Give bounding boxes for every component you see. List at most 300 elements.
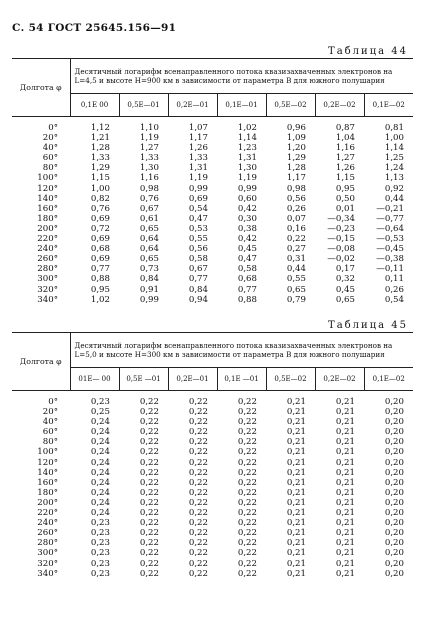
value-cell: 0,21 <box>286 417 306 428</box>
value-cell: 0,77 <box>237 284 257 295</box>
value-cell: 0,21 <box>286 528 306 539</box>
table-row <box>12 468 413 478</box>
value-cell: 0,22 <box>139 568 159 579</box>
table-row <box>12 285 413 295</box>
value-cell: 0,22 <box>237 538 257 549</box>
table-row <box>12 234 413 244</box>
value-cell: 0,69 <box>188 193 208 204</box>
value-cell: 0,79 <box>286 294 306 305</box>
value-cell: 0,22 <box>139 538 159 549</box>
longitude-cell: 0° <box>48 123 58 133</box>
column-header: 0,2E—02 <box>315 368 364 391</box>
longitude-cell: 40° <box>42 417 58 428</box>
value-cell: 0,22 <box>139 497 159 508</box>
value-cell: 0,22 <box>139 447 159 458</box>
table-row <box>12 518 413 528</box>
value-cell: 0,22 <box>237 417 257 428</box>
longitude-cell: 20° <box>42 133 58 144</box>
value-cell: 0,22 <box>237 397 257 407</box>
value-cell: 1,12 <box>90 123 110 133</box>
longitude-cell: 40° <box>42 143 58 154</box>
value-cell: 0,88 <box>90 274 110 285</box>
value-cell: —0,77 <box>376 213 404 224</box>
value-cell: 0,65 <box>286 284 306 295</box>
value-cell: 0,22 <box>188 417 208 428</box>
value-cell: 0,22 <box>139 417 159 428</box>
table-row <box>12 437 413 447</box>
value-cell: 0,31 <box>286 254 306 265</box>
value-cell: 0,11 <box>384 274 404 285</box>
value-cell: 0,55 <box>188 234 208 245</box>
table-44-title: Таблица 44 <box>328 46 408 57</box>
value-cell: 0,22 <box>237 427 257 438</box>
value-cell: 1,19 <box>139 133 159 144</box>
value-cell: 0,21 <box>286 538 306 549</box>
value-cell: 0,45 <box>335 284 355 295</box>
value-cell: —0,38 <box>376 254 404 265</box>
value-cell: 1,02 <box>237 123 257 133</box>
value-cell: 0,20 <box>384 407 404 418</box>
column-header: 0,2E—01 <box>168 94 217 117</box>
value-cell: 0,23 <box>90 538 110 549</box>
value-cell: 0,20 <box>384 558 404 569</box>
value-cell: 0,21 <box>335 518 355 529</box>
table-row <box>12 508 413 518</box>
value-cell: 0,21 <box>335 437 355 448</box>
value-cell: 0,21 <box>286 457 306 468</box>
value-cell: 0,22 <box>139 487 159 498</box>
table-row <box>12 478 413 488</box>
longitude-cell: 200° <box>37 497 58 508</box>
value-cell: —0,11 <box>376 264 404 275</box>
value-cell: 0,98 <box>139 183 159 194</box>
value-cell: 1,30 <box>139 163 159 174</box>
value-cell: 0,73 <box>139 264 159 275</box>
longitude-cell: 220° <box>37 508 58 519</box>
value-cell: 0,20 <box>384 457 404 468</box>
value-cell: 1,10 <box>139 123 159 133</box>
longitude-cell: 20° <box>42 407 58 418</box>
table-45 <box>12 332 413 579</box>
longitude-cell: 200° <box>37 223 58 234</box>
value-cell: 1,28 <box>90 143 110 154</box>
value-cell: 0,23 <box>90 397 110 407</box>
table-row <box>12 244 413 254</box>
value-cell: 0,91 <box>139 284 159 295</box>
value-cell: 0,53 <box>188 223 208 234</box>
value-cell: 0,23 <box>90 558 110 569</box>
value-cell: 0,21 <box>286 397 306 407</box>
value-cell: 0,20 <box>384 518 404 529</box>
value-cell: 0,24 <box>90 427 110 438</box>
value-cell: 0,64 <box>139 234 159 245</box>
table-row <box>12 264 413 274</box>
longitude-cell: 320° <box>37 558 58 569</box>
value-cell: 0,21 <box>335 487 355 498</box>
value-cell: 1,17 <box>286 173 306 184</box>
value-cell: 0,55 <box>286 274 306 285</box>
value-cell: 0,44 <box>286 264 306 275</box>
value-cell: 0,22 <box>237 568 257 579</box>
value-cell: 0,21 <box>335 397 355 407</box>
value-cell: 0,45 <box>237 244 257 255</box>
column-header: 0,5E—02 <box>266 368 315 391</box>
value-cell: 0,24 <box>90 477 110 488</box>
table-row <box>12 569 413 579</box>
value-cell: 0,65 <box>335 294 355 305</box>
value-cell: 0,20 <box>384 508 404 519</box>
value-cell: 0,22 <box>188 477 208 488</box>
column-header: 0,5E—02 <box>266 94 315 117</box>
value-cell: 1,13 <box>384 173 404 184</box>
value-cell: 0,26 <box>384 284 404 295</box>
value-cell: 0,47 <box>237 254 257 265</box>
column-header-longitude: Долгота φ <box>12 333 70 391</box>
value-cell: 0,21 <box>286 497 306 508</box>
table-row <box>12 295 413 305</box>
value-cell: 0,22 <box>139 407 159 418</box>
value-cell: 0,22 <box>188 397 208 407</box>
value-cell: 1,24 <box>384 163 404 174</box>
value-cell: 0,22 <box>237 437 257 448</box>
value-cell: 1,29 <box>90 163 110 174</box>
column-header: 0,1E —01 <box>217 368 266 391</box>
value-cell: 0,24 <box>90 417 110 428</box>
value-cell: 0,20 <box>384 397 404 407</box>
value-cell: 0,38 <box>237 223 257 234</box>
value-cell: 0,44 <box>384 193 404 204</box>
table-row <box>12 117 413 134</box>
value-cell: 1,00 <box>384 133 404 144</box>
value-cell: 0,22 <box>237 467 257 478</box>
value-cell: 0,95 <box>335 183 355 194</box>
value-cell: —0,02 <box>327 254 355 265</box>
value-cell: 1,00 <box>90 183 110 194</box>
value-cell: 0,21 <box>286 407 306 418</box>
value-cell: 0,25 <box>90 407 110 418</box>
value-cell: 0,54 <box>188 203 208 214</box>
value-cell: 0,21 <box>335 568 355 579</box>
value-cell: —0,53 <box>376 234 404 245</box>
value-cell: 1,21 <box>90 133 110 144</box>
value-cell: 0,82 <box>90 193 110 204</box>
value-cell: 0,20 <box>384 548 404 559</box>
value-cell: 0,32 <box>335 274 355 285</box>
table-row <box>12 163 413 173</box>
value-cell: 0,61 <box>139 213 159 224</box>
value-cell: 1,14 <box>384 143 404 154</box>
value-cell: 0,67 <box>139 203 159 214</box>
value-cell: 0,22 <box>139 477 159 488</box>
value-cell: 0,21 <box>286 447 306 458</box>
table-row <box>12 184 413 194</box>
value-cell: —0,08 <box>327 244 355 255</box>
value-cell: 0,22 <box>139 437 159 448</box>
longitude-cell: 80° <box>42 163 58 174</box>
value-cell: 0,21 <box>335 417 355 428</box>
value-cell: 0,76 <box>139 193 159 204</box>
value-cell: 0,84 <box>139 274 159 285</box>
column-header-longitude: Долгота φ <box>12 59 70 117</box>
value-cell: 0,50 <box>335 193 355 204</box>
value-cell: 0,92 <box>384 183 404 194</box>
table-row <box>12 254 413 264</box>
value-cell: 0,24 <box>90 467 110 478</box>
column-header: 0,1E—02 <box>364 368 413 391</box>
table-row <box>12 407 413 417</box>
value-cell: 0,22 <box>188 528 208 539</box>
value-cell: 1,31 <box>237 153 257 164</box>
value-cell: 0,22 <box>188 447 208 458</box>
longitude-cell: 260° <box>37 528 58 539</box>
longitude-cell: 140° <box>37 467 58 478</box>
value-cell: 0,69 <box>90 234 110 245</box>
value-cell: 0,21 <box>335 558 355 569</box>
column-header: 0,1E—01 <box>217 94 266 117</box>
value-cell: 0,20 <box>384 437 404 448</box>
value-cell: 0,22 <box>237 487 257 498</box>
value-cell: 0,24 <box>90 447 110 458</box>
value-cell: 0,22 <box>237 477 257 488</box>
value-cell: 0,21 <box>335 447 355 458</box>
longitude-cell: 140° <box>37 193 58 204</box>
longitude-cell: 180° <box>37 213 58 224</box>
value-cell: 1,33 <box>90 153 110 164</box>
value-cell: 0,22 <box>237 407 257 418</box>
longitude-cell: 280° <box>37 538 58 549</box>
value-cell: 1,26 <box>335 163 355 174</box>
value-cell: 0,67 <box>188 264 208 275</box>
value-cell: 1,15 <box>90 173 110 184</box>
value-cell: —0,23 <box>327 223 355 234</box>
value-cell: 1,09 <box>286 133 306 144</box>
longitude-cell: 300° <box>37 548 58 559</box>
value-cell: 1,16 <box>335 143 355 154</box>
value-cell: 0,22 <box>188 508 208 519</box>
table-row <box>12 559 413 569</box>
value-cell: 0,21 <box>335 477 355 488</box>
value-cell: 0,17 <box>335 264 355 275</box>
longitude-cell: 80° <box>42 437 58 448</box>
value-cell: 0,21 <box>335 427 355 438</box>
value-cell: 1,23 <box>237 143 257 154</box>
value-cell: 0,76 <box>90 203 110 214</box>
table-row <box>12 498 413 508</box>
value-cell: 0,58 <box>188 254 208 265</box>
longitude-cell: 240° <box>37 518 58 529</box>
longitude-cell: 240° <box>37 244 58 255</box>
value-cell: 0,68 <box>237 274 257 285</box>
column-header: 01E— 00 <box>70 368 119 391</box>
value-cell: 0,22 <box>237 508 257 519</box>
value-cell: 0,95 <box>90 284 110 295</box>
table-row <box>12 538 413 548</box>
value-cell: 0,22 <box>237 528 257 539</box>
value-cell: 1,28 <box>286 163 306 174</box>
table-44 <box>12 58 413 305</box>
value-cell: 0,20 <box>384 497 404 508</box>
page-header: С. 54 ГОСТ 25645.156—91 <box>12 22 177 34</box>
value-cell: 0,58 <box>237 264 257 275</box>
value-cell: 0,22 <box>188 457 208 468</box>
value-cell: 1,14 <box>237 133 257 144</box>
value-cell: 0,20 <box>384 528 404 539</box>
value-cell: 0,22 <box>237 447 257 458</box>
table-row <box>12 153 413 163</box>
longitude-cell: 220° <box>37 234 58 245</box>
value-cell: 0,94 <box>188 294 208 305</box>
value-cell: 0,64 <box>139 244 159 255</box>
longitude-cell: 280° <box>37 264 58 275</box>
longitude-cell: 60° <box>42 427 58 438</box>
value-cell: 0,21 <box>286 518 306 529</box>
value-cell: 0,22 <box>188 548 208 559</box>
table-row <box>12 488 413 498</box>
value-cell: 1,19 <box>188 173 208 184</box>
value-cell: 0,22 <box>139 558 159 569</box>
value-cell: 0,98 <box>286 183 306 194</box>
value-cell: —0,64 <box>376 223 404 234</box>
value-cell: 0,21 <box>335 467 355 478</box>
value-cell: 0,20 <box>384 417 404 428</box>
value-cell: 0,47 <box>188 213 208 224</box>
value-cell: 1,33 <box>139 153 159 164</box>
table-row <box>12 214 413 224</box>
value-cell: 0,22 <box>237 518 257 529</box>
value-cell: 0,60 <box>237 193 257 204</box>
value-cell: 0,21 <box>286 487 306 498</box>
value-cell: 0,22 <box>188 497 208 508</box>
value-cell: 0,21 <box>286 427 306 438</box>
value-cell: 0,96 <box>286 123 306 133</box>
table-row <box>12 548 413 558</box>
value-cell: 0,20 <box>384 477 404 488</box>
value-cell: 0,56 <box>188 244 208 255</box>
longitude-cell: 160° <box>37 203 58 214</box>
value-cell: 0,21 <box>335 497 355 508</box>
value-cell: 0,21 <box>335 508 355 519</box>
value-cell: 0,22 <box>188 437 208 448</box>
value-cell: 1,07 <box>188 123 208 133</box>
value-cell: 0,01 <box>335 203 355 214</box>
value-cell: 1,27 <box>139 143 159 154</box>
value-cell: 0,69 <box>90 254 110 265</box>
value-cell: 0,20 <box>384 447 404 458</box>
value-cell: 0,22 <box>188 538 208 549</box>
table-row <box>12 143 413 153</box>
value-cell: 0,24 <box>90 497 110 508</box>
longitude-cell: 160° <box>37 477 58 488</box>
table-44-caption: Десятичный логарифм всенаправленного потока квазизахваченных электронов на L=4,5 и высоте H=900 км в зависимости от параметра B для южного полушария <box>70 59 413 94</box>
value-cell: —0,34 <box>327 213 355 224</box>
value-cell: 0,65 <box>139 223 159 234</box>
value-cell: 0,42 <box>237 234 257 245</box>
value-cell: 0,22 <box>188 487 208 498</box>
value-cell: —0,15 <box>327 234 355 245</box>
longitude-cell: 100° <box>37 173 58 184</box>
value-cell: 0,65 <box>139 254 159 265</box>
value-cell: 0,22 <box>188 407 208 418</box>
value-cell: 0,22 <box>188 427 208 438</box>
longitude-cell: 320° <box>37 284 58 295</box>
table-row <box>12 173 413 183</box>
value-cell: 1,19 <box>237 173 257 184</box>
value-cell: 0,23 <box>90 568 110 579</box>
value-cell: 0,21 <box>286 467 306 478</box>
value-cell: 0,26 <box>286 203 306 214</box>
value-cell: 0,22 <box>139 467 159 478</box>
value-cell: 1,27 <box>335 153 355 164</box>
value-cell: 0,69 <box>90 213 110 224</box>
table-row <box>12 528 413 538</box>
longitude-cell: 340° <box>37 294 58 305</box>
value-cell: 0,21 <box>286 477 306 488</box>
column-header: 0,5E —01 <box>119 368 168 391</box>
value-cell: 0,99 <box>139 294 159 305</box>
value-cell: 1,04 <box>335 133 355 144</box>
value-cell: 0,24 <box>90 437 110 448</box>
value-cell: 1,02 <box>90 294 110 305</box>
value-cell: 0,21 <box>286 568 306 579</box>
longitude-cell: 100° <box>37 447 58 458</box>
value-cell: 1,30 <box>237 163 257 174</box>
value-cell: 0,24 <box>90 457 110 468</box>
table-row <box>12 224 413 234</box>
value-cell: —0,21 <box>376 203 404 214</box>
column-header: 0,1E—02 <box>364 94 413 117</box>
table-row <box>12 194 413 204</box>
value-cell: 0,21 <box>286 437 306 448</box>
value-cell: 0,30 <box>237 213 257 224</box>
value-cell: 0,23 <box>90 528 110 539</box>
table-row <box>12 447 413 457</box>
value-cell: 0,99 <box>237 183 257 194</box>
longitude-cell: 340° <box>37 568 58 579</box>
table-row <box>12 204 413 214</box>
value-cell: 0,21 <box>335 528 355 539</box>
value-cell: 0,21 <box>335 548 355 559</box>
value-cell: 0,22 <box>237 497 257 508</box>
value-cell: 0,72 <box>90 223 110 234</box>
longitude-cell: 60° <box>42 153 58 164</box>
value-cell: 1,20 <box>286 143 306 154</box>
value-cell: 0,16 <box>286 223 306 234</box>
value-cell: 0,22 <box>188 467 208 478</box>
table-row <box>12 427 413 437</box>
value-cell: 1,16 <box>139 173 159 184</box>
table-45-title: Таблица 45 <box>328 320 408 331</box>
value-cell: 0,20 <box>384 487 404 498</box>
value-cell: 0,22 <box>139 508 159 519</box>
value-cell: 0,22 <box>286 234 306 245</box>
value-cell: 0,81 <box>384 123 404 133</box>
value-cell: 0,22 <box>139 397 159 407</box>
longitude-cell: 260° <box>37 254 58 265</box>
value-cell: 0,24 <box>90 508 110 519</box>
table-row <box>12 458 413 468</box>
value-cell: 0,22 <box>237 548 257 559</box>
value-cell: 0,88 <box>237 294 257 305</box>
value-cell: 0,21 <box>286 548 306 559</box>
value-cell: 1,26 <box>188 143 208 154</box>
value-cell: 0,22 <box>139 427 159 438</box>
value-cell: 0,20 <box>384 568 404 579</box>
value-cell: 0,20 <box>384 538 404 549</box>
value-cell: 0,22 <box>188 558 208 569</box>
value-cell: 1,33 <box>188 153 208 164</box>
value-cell: 0,22 <box>188 568 208 579</box>
value-cell: 0,22 <box>237 558 257 569</box>
